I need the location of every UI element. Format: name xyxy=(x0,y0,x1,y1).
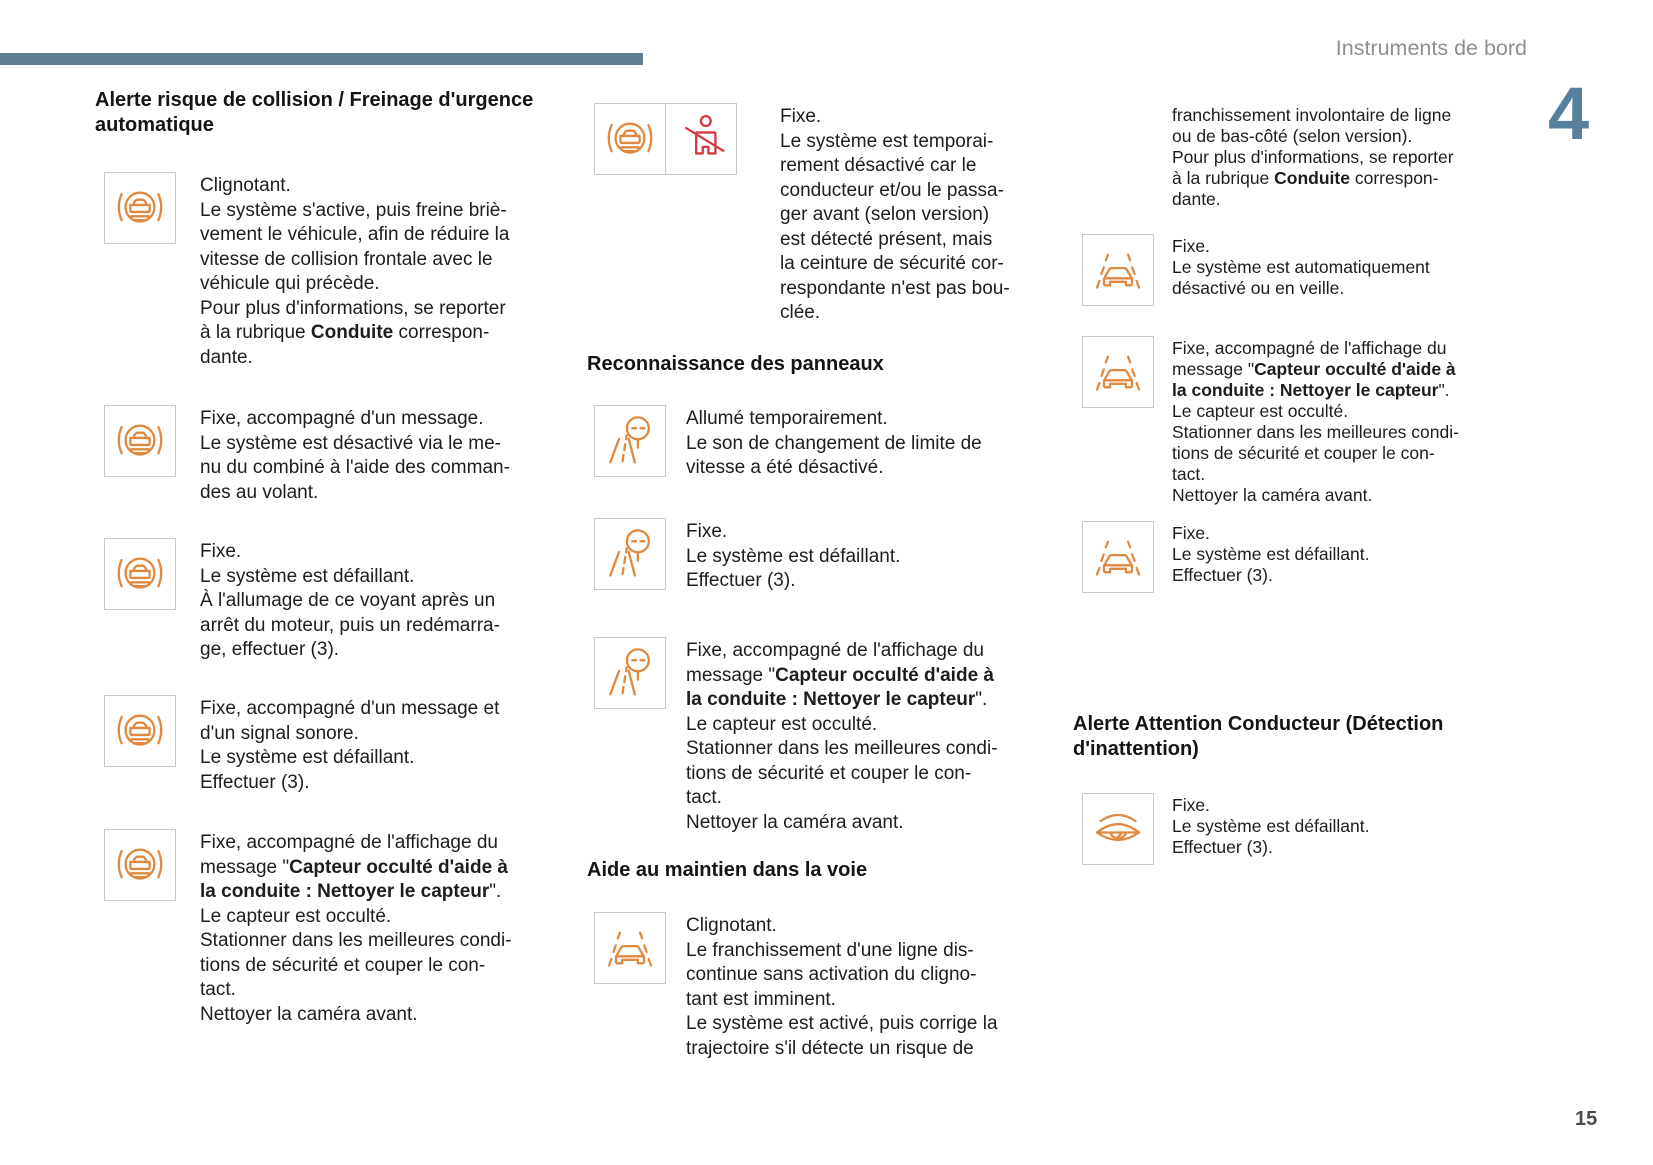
page-title: Instruments de bord xyxy=(1335,36,1527,60)
section-heading-attention: Alerte Attention Conducteur (Détection d'inattention) xyxy=(1073,713,1444,760)
section-heading-collision: Alerte risque de collision / Freinage d'urgence automatique xyxy=(95,89,534,136)
collision-warning-icon xyxy=(104,829,176,901)
lane-keeping-icon xyxy=(1082,234,1154,306)
warning-text: Fixe, accompagné d'un message. Le système est désactivé via le me- nu du combiné à l'aide des comman- des au volant. xyxy=(200,408,510,503)
warning-text: Fixe, accompagné de l'affichage du message "Capteur occulté d'aide à la conduite : Nettoyer le capteur". Le capteur est occulté. Stationner dans les meilleures condi- tions de sécurité et couper le con- tact. Nettoyer la caméra avant. xyxy=(686,640,998,833)
page-number: 15 xyxy=(1575,1108,1598,1130)
collision-warning-icon xyxy=(594,103,666,175)
warning-text: Fixe. Le système est défaillant. Effectuer (3). xyxy=(1172,523,1370,585)
continuation-text: franchissement involontaire de ligne ou de bas-côté (selon version). Pour plus d'informations, se reporter à la rubrique Conduite correspon- dante. xyxy=(1172,105,1454,209)
collision-warning-icon xyxy=(104,172,176,244)
warning-text: Fixe. Le système est défaillant. À l'allumage de ce voyant après un arrêt du moteur, puis un redémarra- ge, effectuer (3). xyxy=(200,541,500,660)
collision-warning-icon xyxy=(104,405,176,477)
warning-text: Fixe, accompagné de l'affichage du message "Capteur occulté d'aide à la conduite : Nettoyer le capteur". Le capteur est occulté. Stationner dans les meilleures condi- tions de sécurité et couper le con- tact. Nettoyer la caméra avant. xyxy=(200,832,512,1025)
warning-text: Fixe. Le système est temporai- rement désactivé car le conducteur et/ou le passa- ger avant (selon version) est détecté présent, mais la ceinture de sécurité cor- respondante n'est pas bou- clée. xyxy=(780,106,1010,323)
warning-text: Clignotant. Le système s'active, puis freine briè- vement le véhicule, afin de réduire la vitesse de collision frontale avec le véhicule qui précède. Pour plus d'informations, se reporter à la rubrique Conduite correspon- dante. xyxy=(200,175,510,368)
warning-text: Allumé temporairement. Le son de changement de limite de vitesse a été désactivé. xyxy=(686,408,982,478)
collision-warning-icon xyxy=(104,538,176,610)
seatbelt-unfastened-icon xyxy=(665,103,737,175)
warning-text: Fixe. Le système est défaillant. Effectuer (3). xyxy=(686,521,901,591)
warning-text: Fixe. Le système est défaillant. Effectuer (3). xyxy=(1172,795,1370,857)
warning-text: Clignotant. Le franchissement d'une ligne dis- continue sans activation du cligno- tant est imminent. Le système est activé, puis corrige la trajectoire s'il détecte un risque de xyxy=(686,915,998,1059)
warning-text: Fixe. Le système est automatiquement désactivé ou en veille. xyxy=(1172,236,1430,298)
warning-text: Fixe, accompagné d'un message et d'un signal sonore. Le système est défaillant. Effectuer (3). xyxy=(200,698,500,793)
speed-sign-recognition-icon xyxy=(594,518,666,590)
lane-keeping-icon xyxy=(1082,521,1154,593)
icon-pair xyxy=(594,103,737,175)
section-heading-panneaux: Reconnaissance des panneaux xyxy=(587,353,884,375)
speed-sign-recognition-icon xyxy=(594,637,666,709)
collision-warning-icon xyxy=(104,695,176,767)
section-heading-voie: Aide au maintien dans la voie xyxy=(587,859,868,881)
accent-bar xyxy=(0,53,643,65)
speed-sign-recognition-icon xyxy=(594,405,666,477)
driver-attention-icon xyxy=(1082,793,1154,865)
chapter-number: 4 xyxy=(1548,72,1588,155)
lane-keeping-icon xyxy=(594,912,666,984)
lane-keeping-icon xyxy=(1082,336,1154,408)
warning-text: Fixe, accompagné de l'affichage du message "Capteur occulté d'aide à la conduite : Nettoyer le capteur". Le capteur est occulté. Stationner dans les meilleures condi- tions de sécurité et couper le con- tact. Nettoyer la caméra avant. xyxy=(1172,338,1459,505)
